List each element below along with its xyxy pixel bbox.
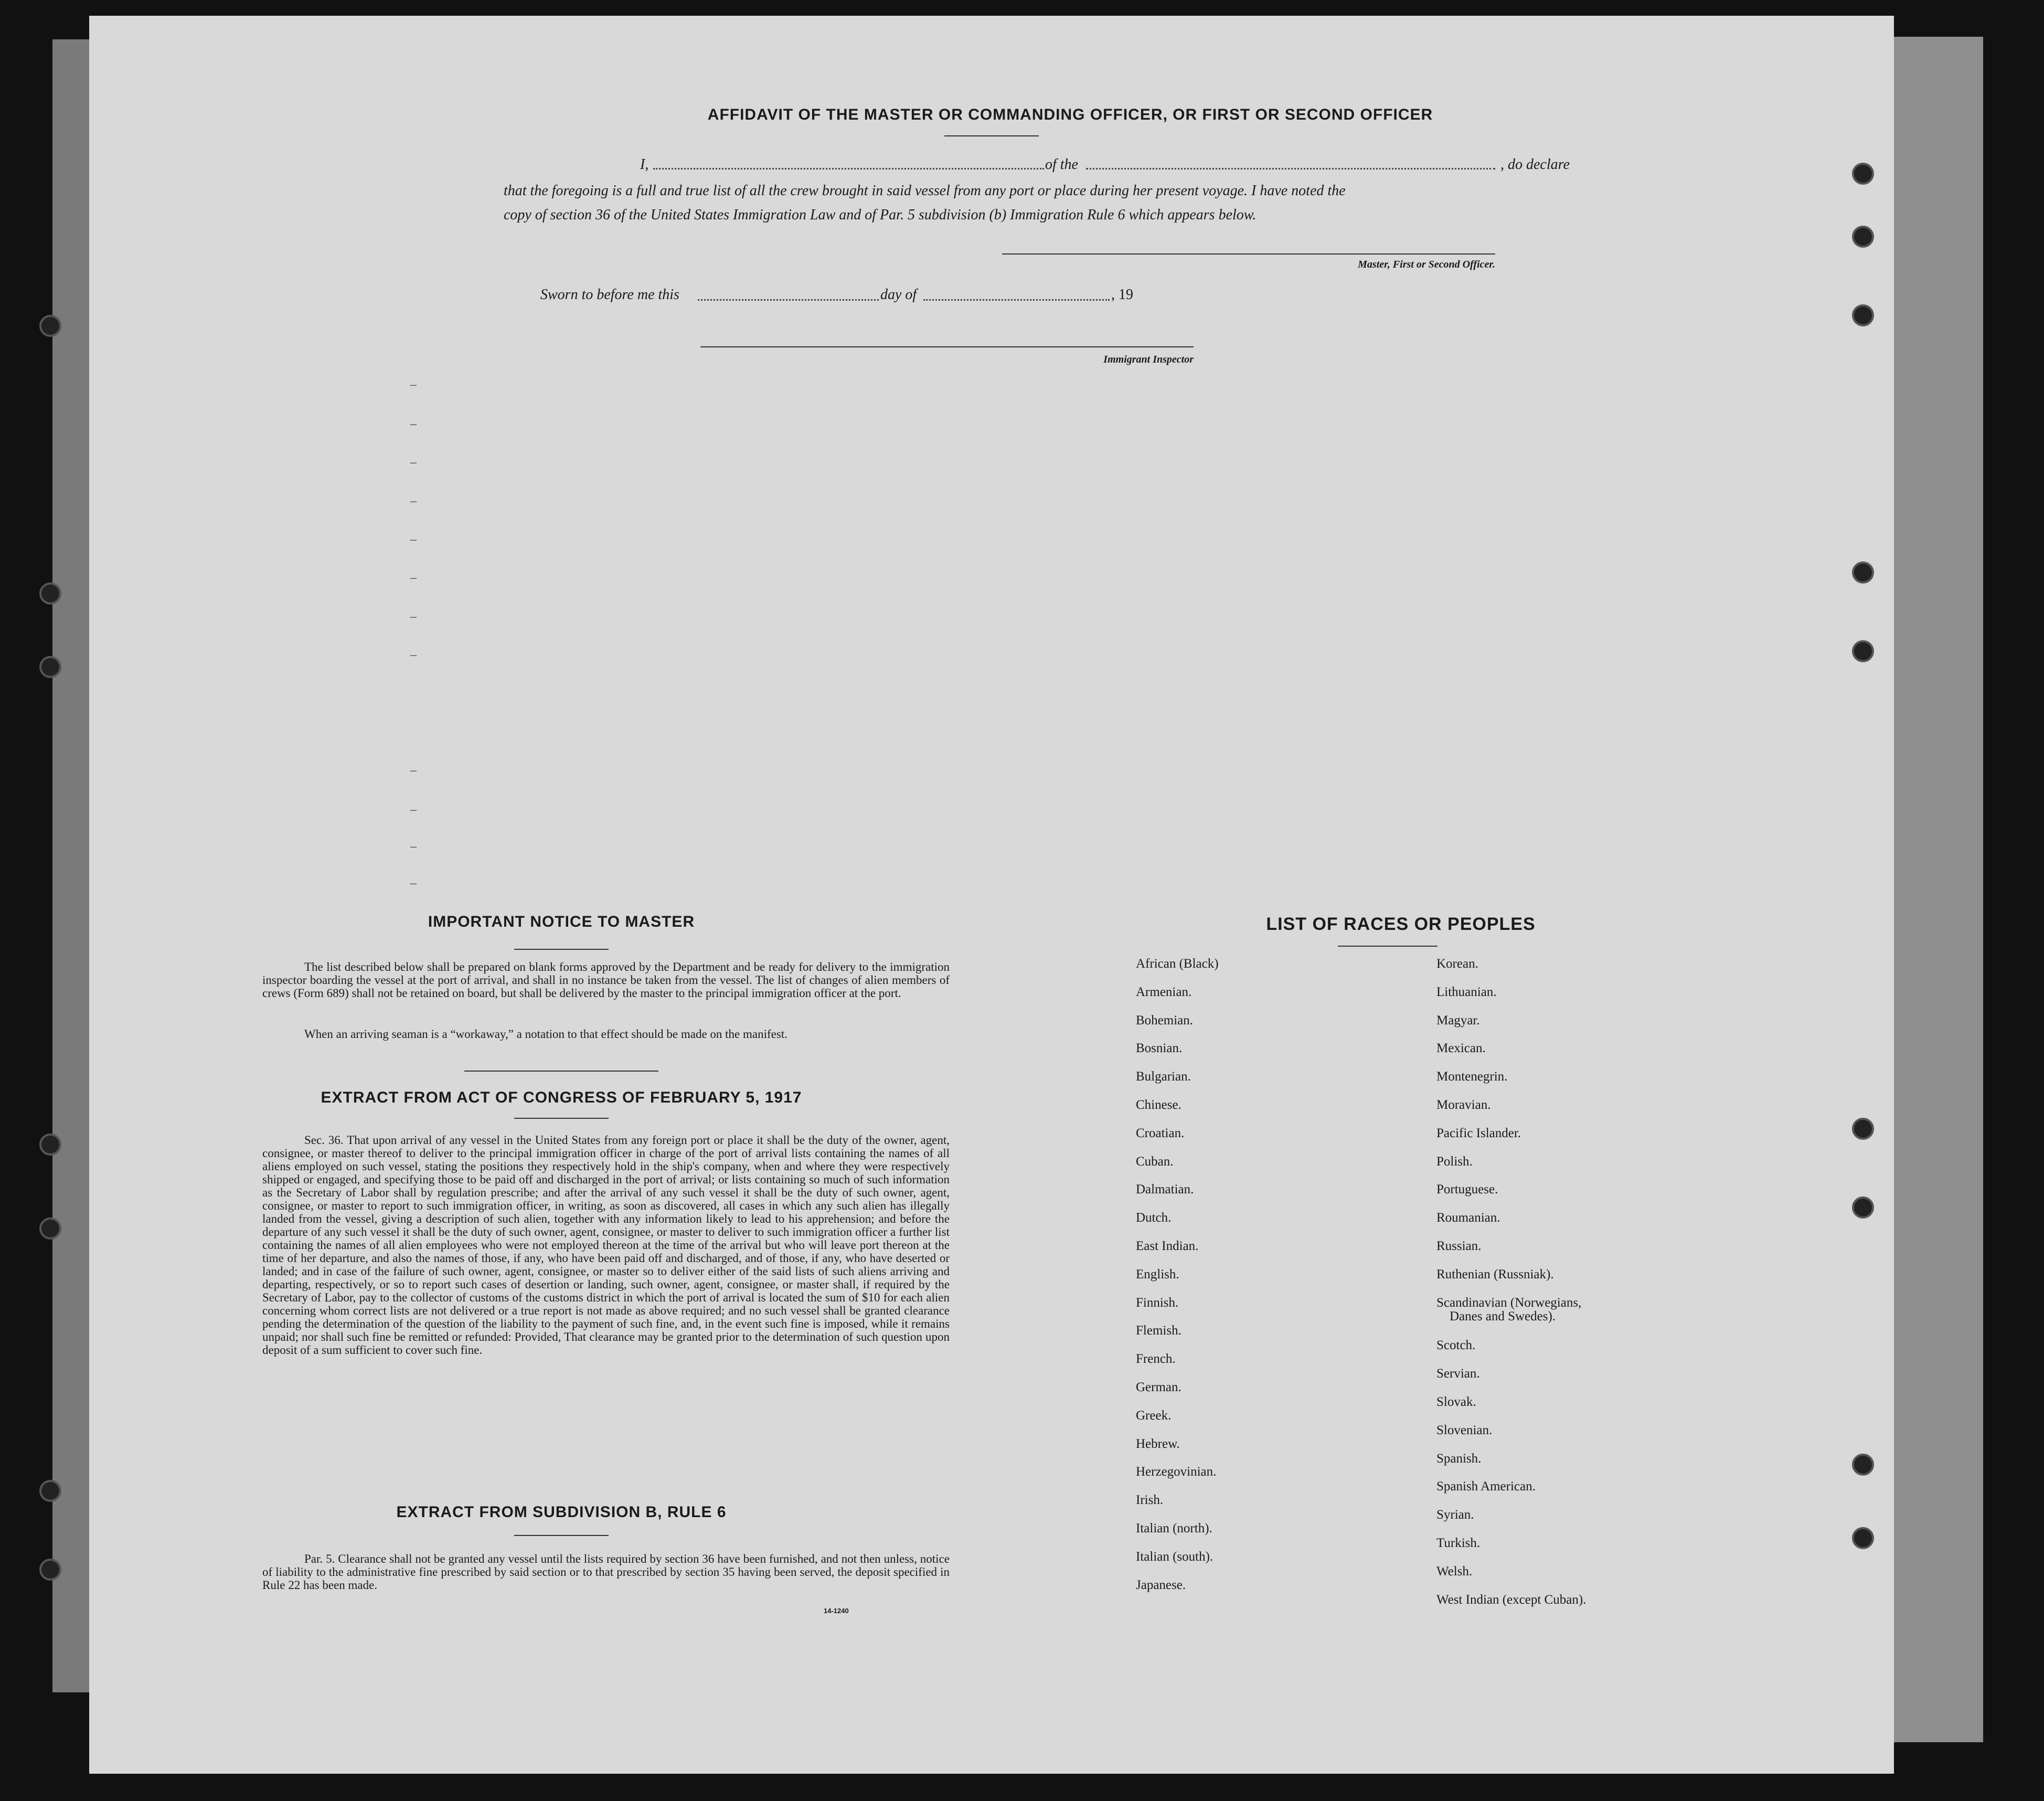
race-item: Slovenian. (1436, 1423, 1493, 1437)
divider (514, 1535, 609, 1536)
inspector-line (700, 346, 1194, 347)
margin-mark: – (410, 417, 417, 431)
binder-hole-icon (1852, 163, 1874, 185)
divider (944, 135, 1039, 136)
race-item: Flemish. (1136, 1323, 1181, 1338)
race-item: Scandinavian (Norwegians, (1436, 1295, 1582, 1310)
race-item: Scotch. (1436, 1338, 1476, 1353)
form-number: 14-1240 (824, 1607, 849, 1615)
race-item: West Indian (except Cuban). (1436, 1592, 1587, 1607)
race-item: Magyar. (1436, 1013, 1480, 1027)
notice-paragraph-1: The list described below shall be prepared on blank forms approved by the Department and be ready for delivery to the immigration inspector boarding the vessel at the port of arrival, and shall in no instance be taken from the vessel. The list of changes of alien members of crews (Form 689) shall not be retained on board, but shall be delivered by the master to the principal immigration officer at the port. (262, 960, 950, 1000)
race-item: Chinese. (1136, 1098, 1181, 1112)
binder-hole-icon (1852, 304, 1874, 326)
signature-line (1002, 253, 1495, 255)
race-item: Herzegovinian. (1136, 1465, 1217, 1479)
race-item: Hebrew. (1136, 1436, 1180, 1451)
race-item: Danes and Swedes). (1450, 1309, 1556, 1323)
binder-hole-icon (1852, 640, 1874, 662)
race-item: Finnish. (1136, 1295, 1179, 1310)
affidavit-title: AFFIDAVIT OF THE MASTER OR COMMANDING OFFICER, OR FIRST OR SECOND OFFICER (707, 106, 1433, 123)
race-item: Lithuanian. (1436, 984, 1497, 999)
binder-hole-icon (1852, 1454, 1874, 1476)
binder-hole-icon (39, 1480, 61, 1502)
affidavit-line-2: that the foregoing is a full and true list of all the crew brought in said vessel from any port or place during her present voyage. I have noted the (504, 183, 1346, 199)
race-item: Armenian. (1136, 984, 1192, 999)
name-blank-line (653, 168, 1044, 169)
race-item: Croatian. (1136, 1126, 1185, 1140)
back-sheet-right (1889, 37, 1983, 1742)
margin-mark: – (410, 803, 417, 817)
margin-mark: – (410, 764, 417, 777)
race-item: East Indian. (1136, 1239, 1199, 1253)
divider (514, 1118, 609, 1119)
sworn-year: , 19 (1111, 287, 1133, 303)
race-item: German. (1136, 1380, 1181, 1394)
race-item: Pacific Islander. (1436, 1126, 1521, 1140)
race-item: Moravian. (1436, 1098, 1491, 1112)
race-item: Dutch. (1136, 1211, 1172, 1225)
sworn-day-of: day of (880, 287, 917, 303)
race-item: Korean. (1436, 957, 1478, 971)
race-item: Bohemian. (1136, 1013, 1194, 1027)
race-item: Cuban. (1136, 1154, 1174, 1169)
margin-mark: – (410, 455, 417, 469)
margin-mark: – (410, 378, 417, 391)
divider (464, 1071, 658, 1072)
race-item: Russian. (1436, 1239, 1482, 1253)
binder-hole-icon (39, 1133, 61, 1156)
race-item: Ruthenian (Russniak). (1436, 1267, 1554, 1281)
race-item: French. (1136, 1352, 1176, 1366)
affidavit-do-declare: , do declare (1500, 156, 1570, 173)
race-item: Greek. (1136, 1408, 1172, 1423)
race-item: Japanese. (1136, 1577, 1186, 1592)
binder-hole-icon (1852, 1196, 1874, 1219)
race-item: Bosnian. (1136, 1041, 1183, 1056)
race-item: Roumanian. (1436, 1211, 1500, 1225)
race-item: Portuguese. (1436, 1182, 1498, 1197)
extract-act-title: EXTRACT FROM ACT OF CONGRESS OF FEBRUARY 5, 1917 (321, 1089, 802, 1106)
race-item: Italian (south). (1136, 1549, 1213, 1564)
margin-mark: – (410, 840, 417, 853)
margin-mark: – (410, 494, 417, 508)
race-item: Slovak. (1436, 1395, 1476, 1409)
affidavit-line-3: copy of section 36 of the United States Immigration Law and of Par. 5 subdivision (b) Immigration Rule 6 which appears below. (504, 207, 1257, 223)
document-page (89, 16, 1894, 1774)
race-item: Irish. (1136, 1493, 1164, 1508)
binder-hole-icon (39, 1559, 61, 1581)
race-item: Polish. (1436, 1154, 1473, 1169)
sworn-day-blank (698, 299, 879, 301)
extract-rule-title: EXTRACT FROM SUBDIVISION B, RULE 6 (396, 1503, 727, 1521)
race-item: African (Black) (1136, 957, 1219, 971)
races-title: LIST OF RACES OR PEOPLES (1266, 914, 1536, 934)
binder-hole-icon (1852, 226, 1874, 248)
binder-hole-icon (1852, 1527, 1874, 1549)
race-item: Mexican. (1436, 1041, 1486, 1056)
binder-hole-icon (39, 1217, 61, 1239)
binder-hole-icon (1852, 1118, 1874, 1140)
margin-mark: – (410, 533, 417, 546)
margin-mark: – (410, 610, 417, 623)
margin-mark: – (410, 571, 417, 585)
extract-act-text: Sec. 36. That upon arrival of any vessel in the United States from any foreign port or place it shall be the duty of the owner, agent, consignee, or master thereof to deliver to the principal immigration officer in charge of the port of arrival lists containing the names of all aliens employed on such vessel, stating the positions they respectively hold in the ship's company, when and where they were respectively shipped or engaged, and specifying those to be paid off and discharged in the port of arrival; or lists containing so much of such information as the Secretary of Labor shall by regulation prescribe; and after the arrival of any such vessel it shall be the duty of such owner, agent, consignee, or master to report to such immigration officer, in writing, as soon as discovered, all cases in which any such alien has illegally landed from the vessel, giving a description of such alien, together with any information likely to lead to his apprehension; and before the departure of any such vessel it shall be the duty of such owner, agent, consignee, or master to deliver to such immigration officer a further list containing the names of all alien employees who were not employed thereon at the time of the arrival but who will leave port thereon at the time of her departure, and also the names of those, if any, who have been paid off and discharged, and of those, if any, who have deserted or landed; and in case of the failure of such owner, agent, consignee, or master so to deliver either of the said lists of such aliens arriving and departing, respectively, or so to report such cases of desertion or landing, such owner, agent, consignee, or master shall, if required by the Secretary of Labor, pay to the collector of customs of the customs district in which the port of arrival is located the sum of $10 for each alien concerning whom correct lists are not delivered or a true report is not made as above required; and no such vessel shall be granted clearance pending the determination of the question of the liability to the payment of such fine, and, in the event such fine is imposed, while it remains unpaid; nor shall such fine be remitted or refunded: Provided, That clearance may be granted prior to the determination of such question upon deposit of a sum sufficient to cover such fine. (262, 1133, 950, 1357)
race-item: Turkish. (1436, 1536, 1481, 1550)
affidavit-i-label: I, (640, 156, 649, 173)
sworn-month-blank (923, 299, 1110, 301)
race-item: English. (1136, 1267, 1179, 1281)
notice-title: IMPORTANT NOTICE TO MASTER (428, 913, 695, 930)
binder-hole-icon (1852, 562, 1874, 584)
sworn-label: Sworn to before me this (540, 287, 679, 303)
race-item: Servian. (1436, 1366, 1480, 1381)
signature-label: Master, First or Second Officer. (1358, 259, 1495, 270)
binder-hole-icon (39, 656, 61, 678)
race-item: Bulgarian. (1136, 1069, 1191, 1084)
race-item: Montenegrin. (1436, 1069, 1508, 1084)
race-item: Dalmatian. (1136, 1182, 1194, 1197)
race-item: Spanish American. (1436, 1479, 1536, 1494)
race-item: Syrian. (1436, 1508, 1474, 1522)
inspector-label: Immigrant Inspector (1103, 354, 1194, 365)
margin-mark: – (410, 876, 417, 890)
affidavit-of-the: of the (1045, 156, 1078, 173)
vessel-blank-line (1086, 168, 1495, 169)
extract-rule-text: Par. 5. Clearance shall not be granted any vessel until the lists required by section 36 have been furnished, and not then unless, notice of liability to the administrative fine prescribed by said section or to that prescribed by section 35 having been served, the deposit specified in Rule 22 has been made. (262, 1552, 950, 1592)
divider (514, 949, 609, 950)
race-item: Welsh. (1436, 1564, 1473, 1578)
binder-hole-icon (39, 582, 61, 605)
race-item: Spanish. (1436, 1451, 1482, 1466)
divider (1338, 946, 1438, 947)
notice-paragraph-2: When an arriving seaman is a “workaway,” a notation to that effect should be made on the manifest. (304, 1027, 787, 1041)
binder-hole-icon (39, 315, 61, 337)
margin-mark: – (410, 648, 417, 662)
race-item: Italian (north). (1136, 1521, 1212, 1535)
